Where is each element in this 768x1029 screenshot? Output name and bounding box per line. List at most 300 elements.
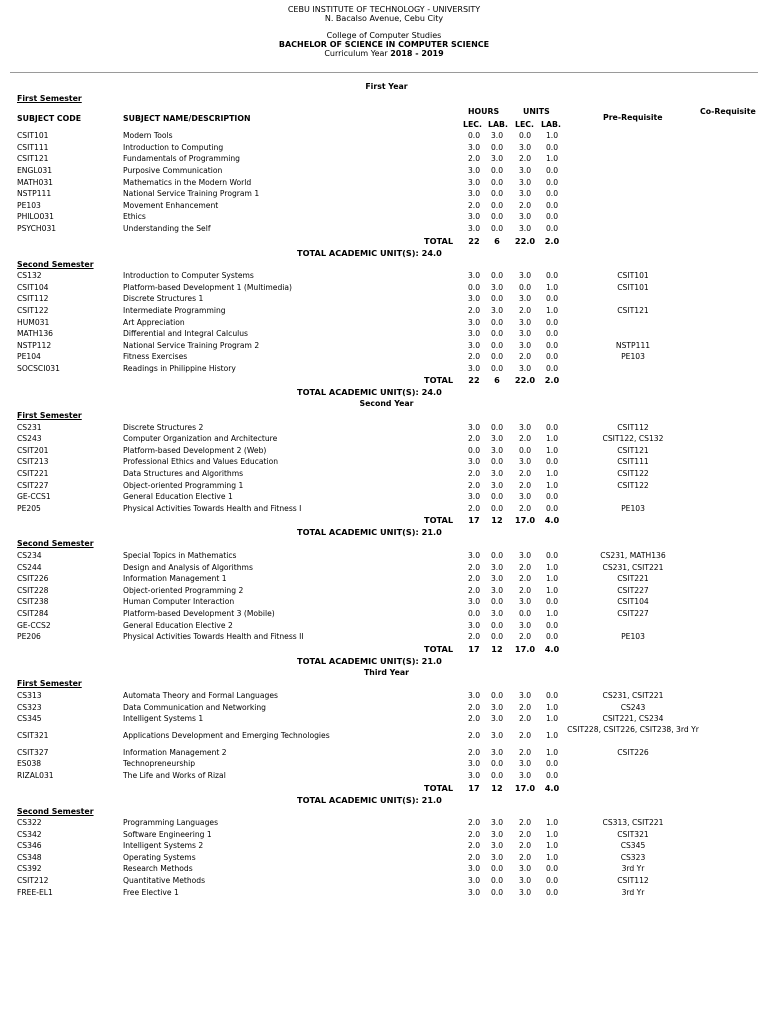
subject-code: FREE-EL1: [17, 887, 53, 897]
hours-lec-value: 3.0: [467, 223, 481, 233]
subject-name: Data Communication and Networking: [123, 702, 266, 712]
hours-lec-value: 2.0: [467, 305, 481, 315]
subject-code: CSIT111: [17, 142, 49, 152]
total-hours-lec: 22: [468, 235, 480, 246]
hours-lab-value: 3.0: [490, 852, 504, 862]
units-lec-value: 2.0: [518, 434, 532, 444]
total-academic-units: TOTAL ACADEMIC UNIT(S): 24.0: [297, 247, 442, 258]
total-units-lab: 4.0: [544, 782, 560, 793]
prerequisite-value: CSIT221, CS234: [602, 714, 664, 724]
table-row: [0, 282, 768, 294]
prerequisite-value: CSIT112: [617, 422, 649, 432]
prerequisite-value: CSIT221: [617, 574, 649, 584]
units-lab-value: 0.0: [545, 340, 559, 350]
subject-name: General Education Elective 2: [123, 620, 233, 630]
hours-lec-value: 2.0: [467, 852, 481, 862]
units-lec-value: 3.0: [518, 340, 532, 350]
hours-lec-value: 3.0: [467, 317, 481, 327]
units-lab-value: 0.0: [545, 352, 559, 362]
subject-name: Quantitative Methods: [123, 876, 206, 886]
subject-code: PE103: [17, 200, 41, 210]
units-lab-value: 0.0: [545, 189, 559, 199]
hours-lab-value: 3.0: [490, 445, 504, 455]
hours-lec-value: 2.0: [467, 714, 481, 724]
units-lab-value: 0.0: [545, 142, 559, 152]
table-row: [0, 305, 768, 317]
hours-lab-value: 0.0: [490, 142, 504, 152]
prerequisite-value: CSIT226: [617, 747, 649, 757]
hours-lab-value: 0.0: [490, 690, 504, 700]
units-lec-value: 3.0: [518, 363, 532, 373]
table-row: [0, 328, 768, 340]
table-row: [0, 188, 768, 200]
table-row: [0, 840, 768, 852]
total-units-lec: 17.0: [514, 643, 536, 654]
total-hours-lec: 22: [468, 375, 480, 386]
units-lab-value: 0.0: [545, 223, 559, 233]
units-lec-value: 3.0: [518, 690, 532, 700]
subject-name: Operating Systems: [123, 852, 196, 862]
units-lab-value: 1.0: [545, 585, 559, 595]
document-header: [0, 5, 768, 58]
hours-lab-value: 0.0: [490, 165, 504, 175]
subject-name: Information Management 1: [123, 574, 227, 584]
units-lab-value: 1.0: [545, 445, 559, 455]
units-lab-value: 1.0: [545, 818, 559, 828]
subject-name: Introduction to Computing: [123, 142, 224, 152]
total-units-lab: 4.0: [544, 643, 560, 654]
hours-lec-value: 2.0: [467, 480, 481, 490]
subject-code: PE104: [17, 352, 41, 362]
column-header-hours-lab: LAB.: [488, 120, 508, 130]
prerequisite-value: PE103: [621, 632, 645, 642]
subject-name: Object-oriented Programming 1: [123, 480, 244, 490]
total-academic-units-row: [0, 247, 768, 259]
units-lec-value: 0.0: [518, 282, 532, 292]
hours-lec-value: 3.0: [467, 294, 481, 304]
subject-name: Art Appreciation: [123, 317, 185, 327]
hours-lab-value: 0.0: [490, 352, 504, 362]
subject-code: CS323: [17, 702, 42, 712]
subject-code: CS234: [17, 551, 42, 560]
table-row: [0, 456, 768, 468]
total-academic-units: TOTAL ACADEMIC UNIT(S): 21.0: [297, 527, 442, 538]
total-academic-units-row: [0, 386, 768, 398]
institution-name: CEBU INSTITUTE OF TECHNOLOGY - UNIVERSITY: [287, 5, 481, 14]
table-row: [0, 690, 768, 702]
prerequisite-value: CS243: [620, 702, 646, 712]
curriculum-year-line: [0, 49, 768, 58]
hours-lec-value: 2.0: [467, 574, 481, 584]
total-units-lab: 2.0: [544, 375, 560, 386]
subject-name: General Education Elective 1: [123, 492, 233, 502]
total-academic-units-row: [0, 655, 768, 667]
prerequisite-value: 3rd Yr: [621, 864, 645, 874]
hours-lec-value: 0.0: [467, 282, 481, 292]
units-lec-value: 3.0: [518, 223, 532, 233]
subject-name: Understanding the Self: [123, 223, 211, 233]
hours-lec-value: 2.0: [467, 818, 481, 828]
subject-code: CS346: [17, 841, 42, 851]
hours-lec-value: 3.0: [467, 759, 481, 769]
subject-code: CS231: [17, 422, 42, 432]
table-row: [0, 270, 768, 282]
table-row: [0, 852, 768, 864]
subject-name: Fundamentals of Programming: [123, 154, 240, 164]
prerequisite-value: CSIT111: [617, 457, 649, 467]
subject-name: Data Structures and Algorithms: [123, 469, 244, 479]
total-academic-units-row: [0, 526, 768, 538]
units-lec-value: 0.0: [518, 131, 532, 141]
subject-name: Special Topics in Mathematics: [123, 551, 237, 560]
total-units-lab: 2.0: [544, 235, 560, 246]
units-lec-value: 3.0: [518, 422, 532, 432]
table-row: [0, 573, 768, 585]
hours-lab-value: 0.0: [490, 317, 504, 327]
prerequisite-value: CS323: [620, 852, 646, 862]
degree-title: BACHELOR OF SCIENCE IN COMPUTER SCIENCE: [278, 40, 490, 49]
hours-lab-value: 0.0: [490, 597, 504, 607]
prerequisite-value: NSTP111: [615, 340, 651, 350]
hours-lab-value: 0.0: [490, 212, 504, 222]
hours-lec-value: 3.0: [467, 492, 481, 502]
subject-code: CS243: [17, 434, 42, 444]
total-academic-units-row: [0, 794, 768, 806]
units-lab-value: 1.0: [545, 282, 559, 292]
table-row: [0, 363, 768, 375]
subject-name: Information Management 2: [123, 747, 227, 757]
subject-code: CSIT121: [17, 154, 49, 164]
units-lab-value: 1.0: [545, 562, 559, 572]
units-lab-value: 1.0: [545, 469, 559, 479]
hours-lab-value: 0.0: [490, 340, 504, 350]
hours-lab-value: 3.0: [490, 282, 504, 292]
subject-name: Physical Activities Towards Health and Fitness II: [123, 632, 304, 642]
hours-lab-value: 0.0: [490, 223, 504, 233]
table-row: [0, 503, 768, 515]
hours-lec-value: 2.0: [467, 352, 481, 362]
hours-lab-value: 3.0: [490, 469, 504, 479]
subject-name: Readings in Philippine History: [123, 363, 236, 373]
table-row: [0, 480, 768, 492]
total-hours-lab: 6: [494, 235, 500, 246]
prerequisite-value: CSIT121: [617, 445, 649, 455]
table-row: [0, 130, 768, 142]
curriculum-year-label: Curriculum Year: [324, 49, 388, 58]
subject-name: Human Computer Interaction: [123, 597, 235, 607]
units-lab-value: 1.0: [545, 714, 559, 724]
units-lab-value: 0.0: [545, 597, 559, 607]
total-label: TOTAL: [424, 515, 454, 526]
hours-lab-value: 0.0: [490, 887, 504, 897]
subject-code: CSIT104: [17, 282, 49, 292]
units-lab-value: 0.0: [545, 212, 559, 222]
subject-code: PE205: [17, 503, 41, 513]
subject-code: CS132: [17, 271, 42, 281]
hours-lab-value: 0.0: [490, 864, 504, 874]
hours-lab-value: 0.0: [490, 632, 504, 642]
units-lab-value: 0.0: [545, 759, 559, 769]
hours-lab-value: 3.0: [490, 714, 504, 724]
semester-title: First Semester: [17, 93, 82, 103]
column-header-hours-lec: LEC.: [463, 120, 482, 130]
table-row: [0, 875, 768, 887]
subject-name: Intermediate Programming: [123, 305, 226, 315]
subject-code: CSIT112: [17, 294, 49, 304]
year-title: Third Year: [363, 667, 409, 677]
prerequisite-value: CS345: [620, 841, 646, 851]
hours-lec-value: 2.0: [467, 747, 481, 757]
table-row: [0, 293, 768, 305]
hours-lab-value: 0.0: [490, 271, 504, 281]
hours-lec-value: 3.0: [467, 690, 481, 700]
units-lec-value: 3.0: [518, 597, 532, 607]
table-row: [0, 725, 768, 747]
hours-lab-value: 0.0: [490, 492, 504, 502]
units-lec-value: 2.0: [518, 574, 532, 584]
hours-lab-value: 0.0: [490, 189, 504, 199]
prerequisite-value: CSIT321: [617, 829, 649, 839]
subject-code: MATH031: [17, 177, 53, 187]
table-row: [0, 747, 768, 759]
units-lab-value: 1.0: [545, 852, 559, 862]
table-row: [0, 200, 768, 212]
units-lec-value: 3.0: [518, 457, 532, 467]
units-lec-value: 2.0: [518, 503, 532, 513]
total-hours-lab: 6: [494, 375, 500, 386]
units-lab-value: 0.0: [545, 177, 559, 187]
hours-lec-value: 2.0: [467, 200, 481, 210]
hours-lab-value: 0.0: [490, 363, 504, 373]
subject-code: PHILO031: [17, 212, 54, 222]
semester-title: Second Semester: [17, 539, 94, 549]
subject-name: Programming Languages: [123, 818, 219, 828]
units-lab-value: 0.0: [545, 200, 559, 210]
prerequisite-value: CS231, CSIT221: [602, 690, 664, 700]
hours-lec-value: 2.0: [467, 469, 481, 479]
hours-lec-value: 3.0: [467, 212, 481, 222]
hours-lec-value: 3.0: [467, 189, 481, 199]
column-header-hours: HOURS: [468, 107, 500, 117]
hours-lec-value: 3.0: [467, 165, 481, 175]
subject-name: National Service Training Program 2: [123, 340, 260, 350]
units-lec-value: 2.0: [518, 747, 532, 757]
table-row: [0, 153, 768, 165]
hours-lec-value: 3.0: [467, 363, 481, 373]
hours-lec-value: 2.0: [467, 585, 481, 595]
units-lab-value: 0.0: [545, 876, 559, 886]
hours-lab-value: 0.0: [490, 770, 504, 780]
prerequisite-value: 3rd Yr: [621, 887, 645, 897]
table-row: [0, 562, 768, 574]
subject-name: Intelligent Systems 2: [123, 841, 204, 851]
curriculum-document: [0, 5, 768, 1029]
subject-name: Professional Ethics and Values Education: [123, 457, 279, 467]
total-label: TOTAL: [424, 375, 454, 386]
total-label: TOTAL: [424, 235, 454, 246]
total-units-lec: 17.0: [514, 782, 536, 793]
prerequisite-value: CS231, CSIT221: [602, 562, 664, 572]
subject-code: CSIT327: [17, 747, 49, 757]
hours-lab-value: 3.0: [490, 562, 504, 572]
subject-code: CSIT122: [17, 305, 49, 315]
units-lab-value: 0.0: [545, 317, 559, 327]
table-row: [0, 177, 768, 189]
subject-name: Platform-based Development 2 (Web): [123, 445, 267, 455]
units-lec-value: 3.0: [518, 876, 532, 886]
hours-lab-value: 0.0: [490, 329, 504, 339]
subject-code: CSIT238: [17, 597, 49, 607]
units-lec-value: 2.0: [518, 852, 532, 862]
hours-lec-value: 3.0: [467, 620, 481, 630]
table-row: [0, 863, 768, 875]
units-lec-value: 2.0: [518, 714, 532, 724]
hours-lec-value: 2.0: [467, 730, 481, 740]
hours-lec-value: 2.0: [467, 829, 481, 839]
hours-lec-value: 3.0: [467, 142, 481, 152]
subject-name: Movement Enhancement: [123, 200, 219, 210]
table-row: [0, 887, 768, 899]
units-lab-value: 0.0: [545, 165, 559, 175]
hours-lec-value: 3.0: [467, 864, 481, 874]
subject-code: CSIT101: [17, 131, 49, 141]
total-hours-lab: 12: [491, 515, 503, 526]
prerequisite-value: CSIT122, CS132: [602, 434, 664, 444]
table-row: [0, 165, 768, 177]
subject-code: SOCSCI031: [17, 363, 60, 373]
semester-title: First Semester: [17, 679, 82, 689]
units-lec-value: 3.0: [518, 142, 532, 152]
units-lab-value: 1.0: [545, 434, 559, 444]
table-row: [0, 433, 768, 445]
hours-lec-value: 3.0: [467, 271, 481, 281]
subject-code: CS313: [17, 690, 42, 700]
prerequisite-value: CSIT227: [617, 608, 649, 618]
prerequisite-value: PE103: [621, 352, 645, 362]
header-divider: [10, 72, 758, 73]
table-row: [0, 340, 768, 352]
units-lab-value: 1.0: [545, 305, 559, 315]
units-lec-value: 2.0: [518, 730, 532, 740]
subject-name: Research Methods: [123, 864, 193, 874]
subject-name: Automata Theory and Formal Languages: [123, 690, 278, 700]
hours-lab-value: 3.0: [490, 829, 504, 839]
total-units-lec: 17.0: [514, 515, 536, 526]
hours-lab-value: 3.0: [490, 131, 504, 141]
subject-name: Free Elective 1: [123, 887, 179, 897]
total-academic-units: TOTAL ACADEMIC UNIT(S): 24.0: [297, 387, 442, 398]
units-lec-value: 3.0: [518, 620, 532, 630]
total-hours-lec: 17: [468, 643, 480, 654]
semester-title: First Semester: [17, 411, 82, 421]
subject-code: CS342: [17, 829, 42, 839]
hours-lec-value: 2.0: [467, 503, 481, 513]
units-lab-value: 0.0: [545, 363, 559, 373]
subject-code: MATH136: [17, 329, 53, 339]
hours-lec-value: 2.0: [467, 154, 481, 164]
hours-lec-value: 3.0: [467, 340, 481, 350]
units-lab-value: 0.0: [545, 503, 559, 513]
units-lec-value: 3.0: [518, 492, 532, 502]
units-lab-value: 0.0: [545, 770, 559, 780]
table-row: [0, 817, 768, 829]
table-row: [0, 758, 768, 770]
semester-total-row: [0, 235, 768, 247]
total-units-lec: 22.0: [514, 375, 536, 386]
table-row: [0, 585, 768, 597]
column-header-units: UNITS: [523, 107, 550, 117]
subject-name: Fitness Exercises: [123, 352, 188, 362]
subject-name: Intelligent Systems 1: [123, 714, 204, 724]
units-lab-value: 0.0: [545, 294, 559, 304]
subject-name: Ethics: [123, 212, 146, 222]
curriculum-table: [0, 81, 768, 898]
table-row: [0, 620, 768, 632]
column-headers: [0, 104, 768, 130]
subject-code: CSIT228: [17, 585, 49, 595]
subject-name: Modern Tools: [123, 131, 173, 141]
subject-name: Platform-based Development 1 (Multimedia): [123, 282, 293, 292]
total-academic-units: TOTAL ACADEMIC UNIT(S): 21.0: [297, 655, 442, 666]
units-lec-value: 3.0: [518, 329, 532, 339]
table-row: [0, 422, 768, 434]
units-lab-value: 1.0: [545, 154, 559, 164]
units-lec-value: 2.0: [518, 585, 532, 595]
units-lab-value: 0.0: [545, 457, 559, 467]
total-label: TOTAL: [424, 643, 454, 654]
subject-name: Design and Analysis of Algorithms: [123, 562, 253, 572]
column-header-units-lec: LEC.: [515, 120, 534, 130]
units-lec-value: 2.0: [518, 352, 532, 362]
subject-name: Differential and Integral Calculus: [123, 329, 249, 339]
hours-lab-value: 0.0: [490, 294, 504, 304]
column-header-name: SUBJECT NAME/DESCRIPTION: [123, 114, 251, 124]
hours-lec-value: 2.0: [467, 632, 481, 642]
subject-code: CSIT227: [17, 480, 49, 490]
hours-lec-value: 3.0: [467, 770, 481, 780]
units-lec-value: 2.0: [518, 469, 532, 479]
prerequisite-value: CSIT112: [617, 876, 649, 886]
subject-code: RIZAL031: [17, 770, 54, 780]
units-lab-value: 1.0: [545, 841, 559, 851]
units-lab-value: 1.0: [545, 730, 559, 740]
hours-lab-value: 0.0: [490, 551, 504, 560]
hours-lab-value: 3.0: [490, 585, 504, 595]
hours-lab-value: 3.0: [490, 434, 504, 444]
units-lec-value: 3.0: [518, 177, 532, 187]
prerequisite-value: CS313, CSIT221: [602, 818, 664, 828]
subject-name: The Life and Works of Rizal: [123, 770, 226, 780]
column-header-corequisite: Co-Requisite: [700, 107, 756, 117]
column-header-code: SUBJECT CODE: [17, 114, 82, 124]
total-units-lab: 4.0: [544, 515, 560, 526]
total-label: TOTAL: [424, 782, 454, 793]
table-row: [0, 317, 768, 329]
hours-lec-value: 0.0: [467, 445, 481, 455]
units-lab-value: 1.0: [545, 574, 559, 584]
prerequisite-value: CSIT121: [617, 305, 649, 315]
subject-name: Discrete Structures 2: [123, 422, 204, 432]
hours-lab-value: 3.0: [490, 730, 504, 740]
hours-lab-value: 0.0: [490, 759, 504, 769]
units-lab-value: 1.0: [545, 480, 559, 490]
prerequisite-value: PE103: [621, 503, 645, 513]
subject-code: GE-CCS1: [17, 492, 51, 502]
subject-code: CS322: [17, 818, 42, 828]
units-lec-value: 2.0: [518, 632, 532, 642]
subject-code: ES038: [17, 759, 42, 769]
prerequisite-value: CS231, MATH136: [600, 551, 666, 560]
